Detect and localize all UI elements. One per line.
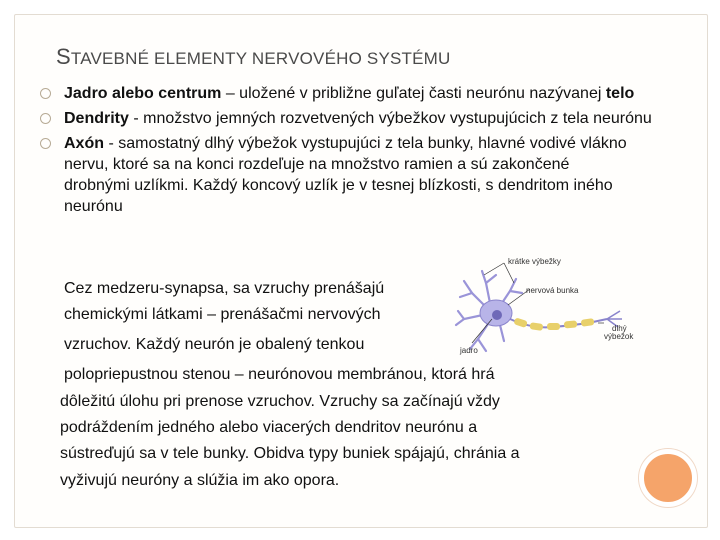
bullet-ring-icon: [40, 88, 51, 99]
label-short-processes: krátke výbežky: [508, 257, 561, 266]
title-rest: TAVEBNÉ ELEMENTY NERVOVÉHO SYSTÉMU: [70, 49, 451, 68]
bullet-term: Dendrity: [64, 110, 129, 127]
bullet-term-end: telo: [605, 85, 635, 102]
decorative-orange-circle: [639, 449, 697, 507]
bullet-item-dendrites: [40, 108, 660, 129]
body-line: vzruchov. Každý neurón je obalený tenkou: [64, 336, 365, 353]
slide-title: [56, 44, 616, 70]
neuron-diagram: [452, 253, 652, 358]
bullet-body: - množstvo jemných rozvetvených výbežkov vystupujúcich z tela neurónu: [128, 110, 652, 127]
bullet-ring-icon: [40, 138, 51, 149]
bullet-ring-icon: [40, 113, 51, 124]
bullet-item-axon: [40, 133, 660, 217]
body-line: Cez medzeru-synapsa, sa vzruchy prenášajú: [64, 280, 385, 297]
bullet-text: [64, 108, 660, 129]
bullet-term: Axón: [64, 135, 104, 152]
body-line: polopriepustnou stenou – neurónovou membránou, ktorá hrá: [64, 366, 495, 383]
bullet-item-nucleus: [40, 83, 660, 104]
body-line: podráždením jedného alebo viacerých dendritov neurónu a: [60, 419, 478, 436]
bullet-list: [40, 83, 660, 221]
body-line: dôležitú úlohu pri prenose vzruchov. Vzruchy sa začínajú vždy: [60, 393, 500, 410]
label-long-process: dlhý: [612, 324, 627, 333]
title-first-letter: S: [56, 44, 71, 69]
bullet-body: - samostatný dlhý výbežok vystupujúci z tela bunky, hlavné vodivé vlákno nervu, ktoré sa na konci rozdeľuje na množstvo ramien a sú zakončené drobnými uzlíkmi. Každý koncový uzlík je v tesnej blízkosti, s dendritom iného neurónu: [64, 135, 627, 215]
label-nucleus: jadro: [460, 346, 478, 355]
body-line: sústreďujú sa v tele bunky. Obidva typy buniek spájajú, chránia a: [60, 445, 520, 462]
body-line: vyživujú neuróny a slúžia im ako opora.: [60, 472, 340, 489]
bullet-text: [64, 133, 639, 217]
nucleus: [492, 310, 502, 320]
bullet-term: Jadro alebo centrum: [64, 85, 222, 102]
axon: [510, 311, 622, 331]
bullet-text: [64, 83, 660, 104]
bullet-body: – uložené v približne guľatej časti neurónu nazývanej: [221, 85, 606, 102]
label-nerve-cell: nervová bunka: [526, 286, 579, 295]
label-long-process-2: výbežok: [604, 332, 634, 341]
body-line: chemickými látkami – prenášačmi nervových: [64, 306, 381, 323]
